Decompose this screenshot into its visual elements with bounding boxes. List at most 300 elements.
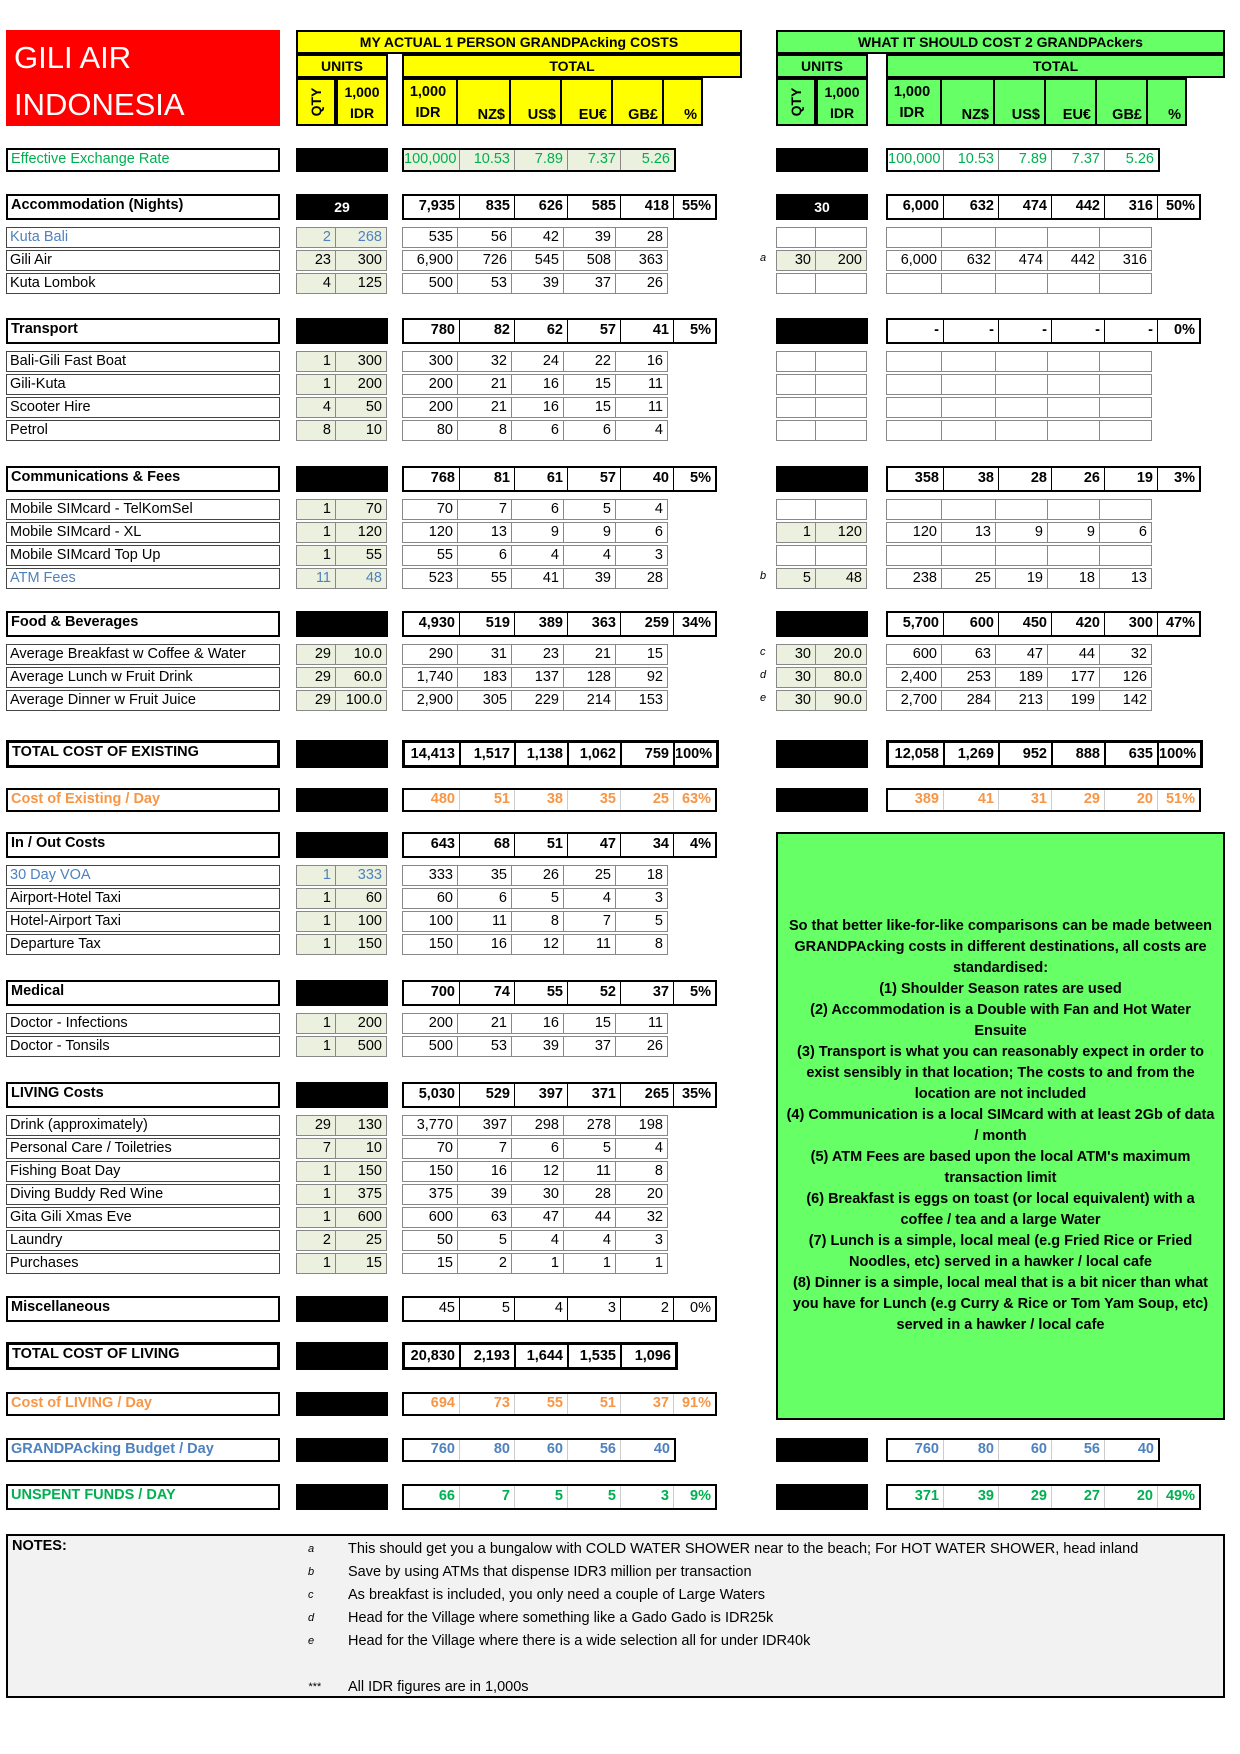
left-units xyxy=(296,374,386,395)
left-section-totals-living-cell: 5,030 xyxy=(404,1084,460,1106)
note-item xyxy=(308,1630,1138,1653)
left-total-existing-cell: 1,062 xyxy=(569,743,622,767)
right-exchange-rates-cell: 5.26 xyxy=(1125,151,1154,167)
row-label: Personal Care / Toiletries xyxy=(6,1138,280,1159)
left-units xyxy=(296,888,386,909)
right-units xyxy=(776,250,866,271)
left-units-cell: 60.0 xyxy=(335,667,387,688)
right-section-totals-transport-cell: 0% xyxy=(1174,322,1195,338)
left-row-totals-cell: 6 xyxy=(457,888,512,909)
left-units-cell: 10.0 xyxy=(335,644,387,665)
left-units-cell: 10 xyxy=(335,1138,387,1159)
left-section-totals-comms-cell: 5% xyxy=(690,470,711,486)
left-row-totals-cell: 4 xyxy=(563,545,616,566)
left-exchange-black xyxy=(296,148,388,172)
left-row-totals-cell: 4 xyxy=(615,420,668,441)
right-budget-day xyxy=(886,1438,1160,1462)
left-units xyxy=(296,227,386,248)
right-budget-day-cell: 40 xyxy=(1137,1441,1154,1457)
right-section-totals-accom-cell: 632 xyxy=(944,196,999,218)
right-row-totals-cell: 199 xyxy=(1047,690,1100,711)
left-budget-day-cell: 80 xyxy=(460,1440,515,1460)
right-units-cell xyxy=(776,420,816,441)
left-misc-totals xyxy=(402,1296,717,1322)
row-label: Airport-Hotel Taxi xyxy=(6,888,280,909)
row-label: ATM Fees xyxy=(6,568,280,589)
total-living-label: TOTAL COST OF LIVING xyxy=(6,1342,280,1370)
left-misc-totals-cell: 0% xyxy=(690,1300,711,1316)
left-row-totals-cell: 7 xyxy=(457,1138,512,1159)
left-units-cell: 1 xyxy=(296,1253,336,1274)
row-label: Bali-Gili Fast Boat xyxy=(6,351,280,372)
left-section-totals-food-cell: 34% xyxy=(681,615,711,631)
left-row-totals-cell: 31 xyxy=(457,644,512,665)
note-item xyxy=(308,1607,1138,1630)
left-row-totals-cell: 80 xyxy=(402,420,458,441)
left-existing-day-black xyxy=(296,788,388,812)
row-label: Petrol xyxy=(6,420,280,441)
left-units-cell: 1 xyxy=(296,374,336,395)
left-row-totals-cell: 200 xyxy=(402,374,458,395)
right-row-totals-cell: 474 xyxy=(995,250,1048,271)
right-row-totals-cell xyxy=(941,227,996,248)
left-row-totals-cell: 16 xyxy=(511,1013,564,1034)
left-row-totals-cell: 3,770 xyxy=(402,1115,458,1136)
right-units xyxy=(776,420,866,441)
left-unspent-cell: 5 xyxy=(568,1486,621,1508)
left-section-totals-medical-cell: 700 xyxy=(404,982,460,1004)
left-units-cell: 4 xyxy=(296,273,336,294)
row-label: Average Dinner w Fruit Juice xyxy=(6,690,280,711)
left-cost-existing-day-cell: 63% xyxy=(681,791,711,807)
row-label: Gita Gili Xmas Eve xyxy=(6,1207,280,1228)
row-label: 30 Day VOA xyxy=(6,865,280,886)
right-units xyxy=(776,374,866,395)
left-row-totals-cell: 153 xyxy=(615,690,668,711)
left-row-totals-cell: 5 xyxy=(563,499,616,520)
left-units-cell: 120 xyxy=(335,522,387,543)
left-misc-totals-cell: 2 xyxy=(621,1298,674,1320)
note-key: a xyxy=(308,1543,315,1555)
left-row-totals-cell: 25 xyxy=(563,865,616,886)
left-units-cell: 60 xyxy=(335,888,387,909)
right-row-totals-cell xyxy=(1047,545,1100,566)
left-section-totals-accom-cell: 626 xyxy=(515,196,568,218)
left-section-totals-inout-cell: 47 xyxy=(568,834,621,856)
left-section-totals-medical-cell: 5% xyxy=(690,984,711,1000)
right-row-totals-cell xyxy=(941,374,996,395)
title-line-1: GILI AIR xyxy=(14,40,132,75)
left-cost-living-day-cell: 694 xyxy=(404,1394,460,1414)
right-section-totals-accom-cell: 442 xyxy=(1052,196,1105,218)
left-section-totals-comms-cell: 57 xyxy=(568,468,621,490)
row-label: Mobile SIMcard - TelKomSel xyxy=(6,499,280,520)
left-section-qty-inout xyxy=(296,832,388,858)
left-section-qty-food xyxy=(296,611,388,637)
left-budget-day-cell: 60 xyxy=(515,1440,568,1460)
left-row-totals xyxy=(402,397,667,418)
left-row-totals-cell: 41 xyxy=(511,568,564,589)
left-units-cell: 100.0 xyxy=(335,690,387,711)
right-row-totals-cell xyxy=(886,227,942,248)
left-units-cell: 300 xyxy=(335,351,387,372)
left-row-totals-cell: 545 xyxy=(511,250,564,271)
right-section-qty-comms xyxy=(776,466,868,492)
left-row-totals-cell: 214 xyxy=(563,690,616,711)
left-row-totals-cell: 39 xyxy=(511,1036,564,1057)
left-units-cell: 200 xyxy=(335,374,387,395)
right-unspent-cell: 20 xyxy=(1105,1486,1158,1508)
left-row-totals-cell: 200 xyxy=(402,397,458,418)
left-row-totals-cell: 8 xyxy=(457,420,512,441)
left-row-totals-cell: 508 xyxy=(563,250,616,271)
right-row-totals xyxy=(886,351,1151,372)
left-row-totals-cell: 21 xyxy=(563,644,616,665)
right-budget-day-cell: 760 xyxy=(888,1440,944,1460)
section-header-food: Food & Beverages xyxy=(6,611,280,637)
right-units-cell: 5 xyxy=(776,568,816,589)
left-row-totals-cell: 1,740 xyxy=(402,667,458,688)
left-units-cell: 10 xyxy=(335,420,387,441)
left-row-totals-cell: 11 xyxy=(563,1161,616,1182)
left-section-qty-transport xyxy=(296,318,388,344)
left-row-totals-cell: 16 xyxy=(457,934,512,955)
left-row-totals-cell: 150 xyxy=(402,934,458,955)
right-row-totals xyxy=(886,250,1151,271)
right-units-cell: 200 xyxy=(815,250,867,271)
left-row-totals-cell: 26 xyxy=(615,1036,668,1057)
left-row-totals-cell: 1 xyxy=(511,1253,564,1274)
left-cost-existing-day-cell: 25 xyxy=(621,790,674,810)
standardisation-note-line: (6) Breakfast is eggs on toast (or local equivalent) with a coffee / tea and a large Water xyxy=(806,1191,1195,1228)
left-row-totals-cell: 500 xyxy=(402,273,458,294)
right-section-totals-accom-cell: 474 xyxy=(999,196,1052,218)
left-row-totals-cell: 4 xyxy=(615,1138,668,1159)
left-row-totals-cell: 15 xyxy=(563,397,616,418)
left-idr-unit-header: 1,000 IDR xyxy=(336,78,388,126)
left-units xyxy=(296,1115,386,1136)
left-section-totals-food-cell: 389 xyxy=(515,613,568,635)
left-row-totals-cell: 9 xyxy=(511,522,564,543)
section-header-comms: Communications & Fees xyxy=(6,466,280,492)
left-row-totals-cell: 8 xyxy=(615,934,668,955)
note-text: Head for the Village where there is a wide selection all for under IDR40k xyxy=(348,1633,811,1649)
left-row-totals-cell: 5 xyxy=(563,1138,616,1159)
left-exchange-rates xyxy=(402,148,676,172)
right-cost-existing-day-cell: 29 xyxy=(1052,790,1105,810)
left-row-totals-cell: 22 xyxy=(563,351,616,372)
left-row-totals-cell: 24 xyxy=(511,351,564,372)
right-row-totals xyxy=(886,644,1151,665)
right-existing-day-black xyxy=(776,788,868,812)
right-row-totals-cell xyxy=(995,397,1048,418)
column-header: EU€ xyxy=(1044,78,1097,126)
right-row-totals-cell xyxy=(886,545,942,566)
left-row-totals-cell: 47 xyxy=(511,1207,564,1228)
row-label: Hotel-Airport Taxi xyxy=(6,911,280,932)
note-text: Save by using ATMs that dispense IDR3 million per transaction xyxy=(348,1564,752,1580)
right-row-totals-cell: 442 xyxy=(1047,250,1100,271)
left-units-cell: 1 xyxy=(296,865,336,886)
left-row-totals xyxy=(402,865,667,886)
left-row-totals-cell: 375 xyxy=(402,1184,458,1205)
right-section-totals-comms-cell: 38 xyxy=(944,468,999,490)
right-exchange-rates xyxy=(886,148,1160,172)
right-total-existing-cell: 100% xyxy=(1159,746,1197,762)
left-unspent-cell: 66 xyxy=(404,1486,460,1508)
left-section-totals-accom-cell: 835 xyxy=(460,196,515,218)
right-units xyxy=(776,397,866,418)
left-units-cell: 150 xyxy=(335,1161,387,1182)
left-units xyxy=(296,1013,386,1034)
right-section-totals-transport-cell: - xyxy=(1105,320,1158,342)
right-section-totals-food-cell: 300 xyxy=(1105,613,1158,635)
left-row-totals-cell: 200 xyxy=(402,1013,458,1034)
left-cost-living-day-cell: 91% xyxy=(681,1395,711,1411)
right-row-totals xyxy=(886,667,1151,688)
right-row-totals-cell: 18 xyxy=(1047,568,1100,589)
right-units xyxy=(776,522,866,543)
left-section-totals-accom xyxy=(402,194,717,220)
left-units-cell: 50 xyxy=(335,397,387,418)
right-row-totals-cell xyxy=(1099,273,1152,294)
right-units-cell xyxy=(776,499,816,520)
left-row-totals xyxy=(402,499,667,520)
right-units-cell xyxy=(776,545,816,566)
right-row-totals-cell xyxy=(886,351,942,372)
left-row-totals xyxy=(402,420,667,441)
right-row-totals-cell xyxy=(941,545,996,566)
left-row-totals-cell: 535 xyxy=(402,227,458,248)
left-row-totals-cell: 28 xyxy=(615,568,668,589)
right-row-totals-cell: 32 xyxy=(1099,644,1152,665)
right-section-totals-food-cell: 600 xyxy=(944,613,999,635)
right-row-totals-cell: 632 xyxy=(941,250,996,271)
left-row-totals-cell: 4 xyxy=(563,888,616,909)
left-row-totals-cell: 363 xyxy=(615,250,668,271)
left-cost-existing-day-cell: 38 xyxy=(515,790,568,810)
right-row-totals-cell xyxy=(1047,397,1100,418)
section-header-inout: In / Out Costs xyxy=(6,832,280,858)
left-unspent xyxy=(402,1484,717,1510)
right-unspent-cell: 27 xyxy=(1052,1486,1105,1508)
left-section-totals-inout-cell: 51 xyxy=(515,834,568,856)
right-total-existing-cell: 952 xyxy=(1000,743,1053,767)
left-row-totals-cell: 1 xyxy=(615,1253,668,1274)
left-row-totals xyxy=(402,568,667,589)
right-row-totals-cell: 47 xyxy=(995,644,1048,665)
left-section-totals-inout-cell: 4% xyxy=(690,836,711,852)
left-row-totals-cell: 305 xyxy=(457,690,512,711)
left-row-totals-cell: 12 xyxy=(511,1161,564,1182)
left-units xyxy=(296,865,386,886)
right-units-cell xyxy=(776,351,816,372)
right-row-totals xyxy=(886,420,1151,441)
left-row-totals-cell: 16 xyxy=(615,351,668,372)
left-section-totals-transport-cell: 5% xyxy=(690,322,711,338)
left-units-cell: 29 xyxy=(296,644,336,665)
left-units xyxy=(296,1036,386,1057)
left-row-totals-cell: 55 xyxy=(402,545,458,566)
section-header-medical: Medical xyxy=(6,980,280,1006)
note-text: Head for the Village where something like a Gado Gado is IDR25k xyxy=(348,1610,774,1626)
left-units-cell: 8 xyxy=(296,420,336,441)
left-row-totals-cell: 53 xyxy=(457,273,512,294)
left-row-totals-cell: 26 xyxy=(615,273,668,294)
right-row-totals-cell: 238 xyxy=(886,568,942,589)
row-label: Mobile SIMcard - XL xyxy=(6,522,280,543)
right-row-totals-cell xyxy=(1099,227,1152,248)
right-section-totals-comms-cell: 28 xyxy=(999,468,1052,490)
right-row-totals-cell xyxy=(886,499,942,520)
note-key: d xyxy=(308,1612,315,1624)
left-section-totals-transport-cell: 780 xyxy=(404,320,460,342)
right-row-totals-cell: 6,000 xyxy=(886,250,942,271)
left-row-totals-cell: 32 xyxy=(615,1207,668,1228)
left-row-totals-cell: 35 xyxy=(457,865,512,886)
left-units-cell: 2 xyxy=(296,1230,336,1251)
left-section-totals-medical-cell: 52 xyxy=(568,982,621,1004)
left-row-totals-cell: 8 xyxy=(615,1161,668,1182)
left-units-cell: 1 xyxy=(296,1207,336,1228)
left-row-totals-cell: 18 xyxy=(615,865,668,886)
row-label: Drink (approximately) xyxy=(6,1115,280,1136)
right-cost-existing-day-cell: 31 xyxy=(999,790,1052,810)
left-units xyxy=(296,667,386,688)
footnote-marker: d xyxy=(760,669,767,681)
left-units-cell: 4 xyxy=(296,397,336,418)
right-row-totals-cell xyxy=(886,420,942,441)
left-exchange-rates-cell: 5.26 xyxy=(621,150,674,170)
right-total-existing-black xyxy=(776,740,868,768)
left-section-totals-medical-cell: 37 xyxy=(621,982,674,1004)
note-item xyxy=(308,1538,1138,1561)
left-row-totals xyxy=(402,250,667,271)
left-row-totals-cell: 5 xyxy=(511,888,564,909)
left-units xyxy=(296,1253,386,1274)
left-row-totals-cell: 183 xyxy=(457,667,512,688)
right-cost-existing-day-cell: 51% xyxy=(1165,791,1195,807)
right-units-cell xyxy=(815,227,867,248)
right-units-cell xyxy=(815,273,867,294)
right-unspent xyxy=(886,1484,1201,1510)
right-units xyxy=(776,273,866,294)
notes-label: NOTES: xyxy=(12,1538,67,1554)
standardisation-note-line: (3) Transport is what you can reasonably expect in order to exist sensibly in that location; The costs to and from the location are not included xyxy=(797,1044,1204,1102)
left-row-totals-cell: 12 xyxy=(511,934,564,955)
left-units-cell: 1 xyxy=(296,934,336,955)
right-row-totals xyxy=(886,374,1151,395)
right-section-totals-transport-cell: - xyxy=(999,320,1052,342)
left-units-cell: 1 xyxy=(296,522,336,543)
column-header: GB£ xyxy=(1095,78,1148,126)
left-row-totals-cell: 523 xyxy=(402,568,458,589)
note-key: *** xyxy=(308,1681,321,1693)
left-section-qty-comms xyxy=(296,466,388,492)
right-section-totals-accom xyxy=(886,194,1201,220)
right-row-totals-cell xyxy=(995,499,1048,520)
right-units-cell: 120 xyxy=(815,522,867,543)
left-units-cell: 1 xyxy=(296,1184,336,1205)
left-unspent-black xyxy=(296,1484,388,1510)
right-section-totals-transport-cell: - xyxy=(944,320,999,342)
row-label: Laundry xyxy=(6,1230,280,1251)
left-units xyxy=(296,1184,386,1205)
left-row-totals-cell: 3 xyxy=(615,1230,668,1251)
left-row-totals-cell: 229 xyxy=(511,690,564,711)
left-units xyxy=(296,397,386,418)
left-row-totals-cell: 37 xyxy=(563,1036,616,1057)
left-row-totals xyxy=(402,273,667,294)
left-row-totals-cell: 4 xyxy=(511,545,564,566)
left-row-totals xyxy=(402,522,667,543)
left-total-existing-cell: 1,517 xyxy=(461,743,516,767)
right-units xyxy=(776,499,866,520)
column-header: US$ xyxy=(993,78,1046,126)
left-row-totals-cell: 15 xyxy=(563,1013,616,1034)
left-section-totals-inout-cell: 643 xyxy=(404,834,460,856)
column-header: 1,000 IDR xyxy=(886,78,942,126)
left-row-totals-cell: 5 xyxy=(457,1230,512,1251)
left-row-totals-cell: 39 xyxy=(511,273,564,294)
left-section-qty-medical xyxy=(296,980,388,1006)
row-label: Fishing Boat Day xyxy=(6,1161,280,1182)
right-units-cell: 80.0 xyxy=(815,667,867,688)
right-section-totals-food xyxy=(886,611,1201,637)
left-row-totals xyxy=(402,374,667,395)
left-row-totals-cell: 50 xyxy=(402,1230,458,1251)
left-row-totals-cell: 42 xyxy=(511,227,564,248)
page-title xyxy=(6,30,280,126)
left-units xyxy=(296,1230,386,1251)
left-section-totals-accom-cell: 55% xyxy=(681,198,711,214)
left-row-totals xyxy=(402,888,667,909)
column-header: % xyxy=(1146,78,1187,126)
left-total-existing-cell: 759 xyxy=(622,743,675,767)
right-units-cell: 90.0 xyxy=(815,690,867,711)
left-section-totals-transport xyxy=(402,318,717,344)
left-row-totals-cell: 6 xyxy=(457,545,512,566)
left-row-totals-cell: 8 xyxy=(511,911,564,932)
right-row-totals-cell xyxy=(886,273,942,294)
right-row-totals-cell xyxy=(1047,420,1100,441)
right-row-totals xyxy=(886,273,1151,294)
row-label: Average Lunch w Fruit Drink xyxy=(6,667,280,688)
footnote-marker: b xyxy=(760,570,767,582)
right-units-cell xyxy=(815,545,867,566)
left-row-totals-cell: 290 xyxy=(402,644,458,665)
left-section-totals-accom-cell: 585 xyxy=(568,196,621,218)
right-units-cell: 30 xyxy=(776,644,816,665)
right-row-totals-cell: 284 xyxy=(941,690,996,711)
right-units xyxy=(776,351,866,372)
left-section-totals-living xyxy=(402,1082,717,1108)
left-section-totals-comms-cell: 81 xyxy=(460,468,515,490)
left-section-totals-food-cell: 259 xyxy=(621,613,674,635)
right-row-totals-cell xyxy=(995,351,1048,372)
row-label: Purchases xyxy=(6,1253,280,1274)
left-budget-black xyxy=(296,1438,388,1462)
right-row-totals-cell: 63 xyxy=(941,644,996,665)
left-row-totals-cell: 15 xyxy=(615,644,668,665)
left-section-qty-accom: 29 xyxy=(296,194,388,220)
left-misc-totals-cell: 4 xyxy=(515,1298,568,1320)
left-row-totals-cell: 397 xyxy=(457,1115,512,1136)
right-units-cell: 20.0 xyxy=(815,644,867,665)
left-row-totals xyxy=(402,1207,667,1228)
right-exchange-black xyxy=(776,148,868,172)
left-units-cell: 100 xyxy=(335,911,387,932)
